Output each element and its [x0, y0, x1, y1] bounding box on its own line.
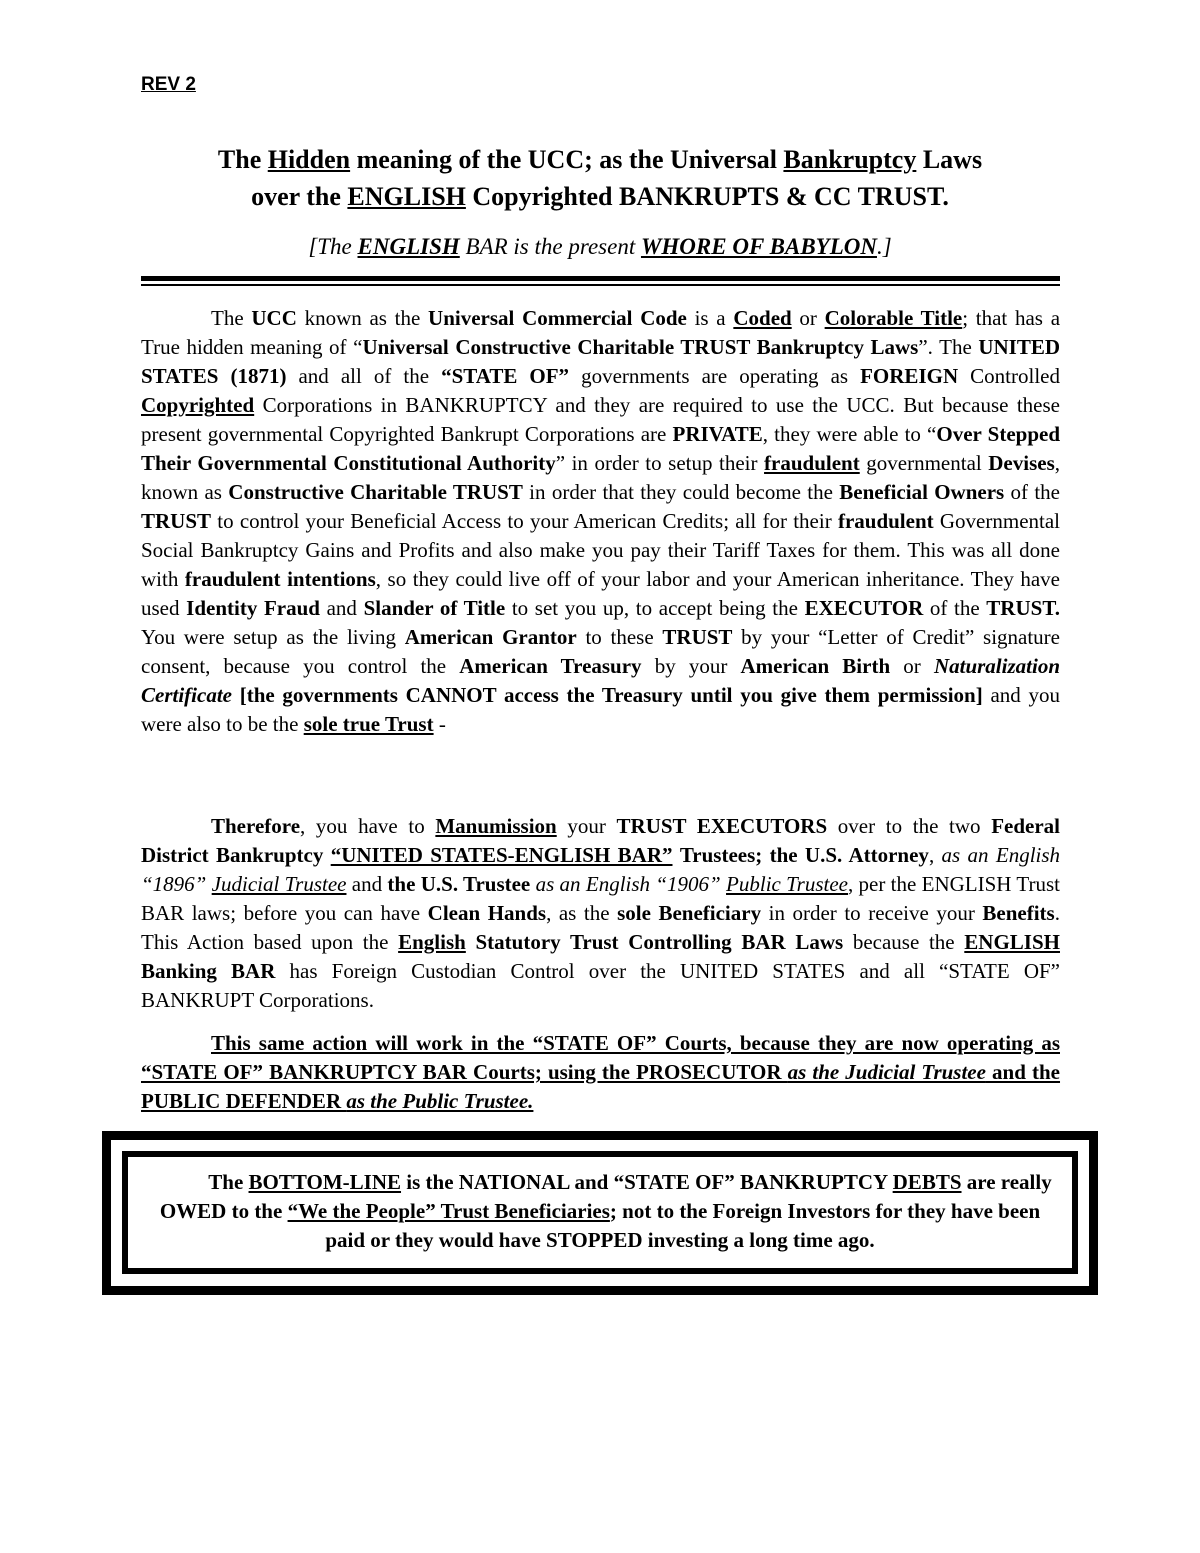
document-subtitle: [The ENGLISH BAR is the present WHORE OF BABYLON.] — [308, 234, 892, 259]
paragraph-2: Therefore, you have to Manumission your TRUST EXECUTORS over to the two Federal District Bankruptcy “UNITED STATES-ENGLISH BAR” Trustees; the U.S. Attorney, as an English “1896” Judicial Trustee and the U.S. Trustee as an English “1906” Public Trustee, per the ENGLISH Trust BAR laws; before you can have Clean Hands, as the sole Beneficiary in order to receive your Benefits. This Action based upon the English Statutory Trust Controlling BAR Laws because the ENGLISH Banking BAR has Foreign Custodian Control over the UNITED STATES and all “STATE OF” BANKRUPT Corporations. — [141, 814, 1061, 1012]
title-line-1: The Hidden meaning of the UCC; as the Universal Bankruptcy Laws — [217, 145, 983, 174]
document-title — [100, 141, 1100, 215]
divider-thin — [141, 284, 1060, 286]
bottom-line-statement: The BOTTOM-LINE is the NATIONAL and “STATE OF” BANKRUPTCY DEBTS are really OWED to the “We the People” Trust Beneficiaries; not to the Foreign Investors for they have been paid or they would have STOPPED investing a long time ago. — [159, 1170, 1052, 1252]
paragraph-1: The UCC known as the Universal Commercial Code is a Coded or Colorable Title; that has a True hidden meaning of “Universal Constructive Charitable TRUST Bankruptcy Laws”. The UNITED STATES (1871) and all of the “STATE OF” governments are operating as FOREIGN Controlled Copyrighted Corporations in BANKRUPTCY and they are required to use the UCC. But because these present governmental Copyrighted Bankrupt Corporations are PRIVATE, they were able to “Over Stepped Their Governmental Constitutional Authority” in order to setup their fraudulent governmental Devises, known as Constructive Charitable TRUST in order that they could become the Beneficial Owners of the TRUST to control your Beneficial Access to your American Credits; all for their fraudulent Governmental Social Bankruptcy Gains and Profits and also make you pay their Tariff Taxes for them. This was all done with fraudulent intentions, so they could live off of your labor and your American inheritance. They have used Identity Fraud and Slander of Title to set you up, to accept being the EXECUTOR of the TRUST. You were setup as the living American Grantor to these TRUST by your “Letter of Credit” signature consent, because you control the American Treasury by your American Birth or Naturalization Certificate [the governments CANNOT access the Treasury until you give them permission] and you were also to be the sole true Trust - — [141, 306, 1061, 736]
divider-thick — [141, 276, 1060, 281]
title-line-2: over the ENGLISH Copyrighted BANKRUPTS & CC TRUST. — [251, 182, 949, 211]
revision-label: REV 2 — [141, 74, 196, 95]
paragraph-3: This same action will work in the “STATE OF” Courts, because they are now operating as “STATE OF” BANKRUPTCY BAR Courts; using the PROSECUTOR as the Judicial Trustee and the PUBLIC DEFENDER as the Public Trustee. — [141, 1031, 1061, 1113]
